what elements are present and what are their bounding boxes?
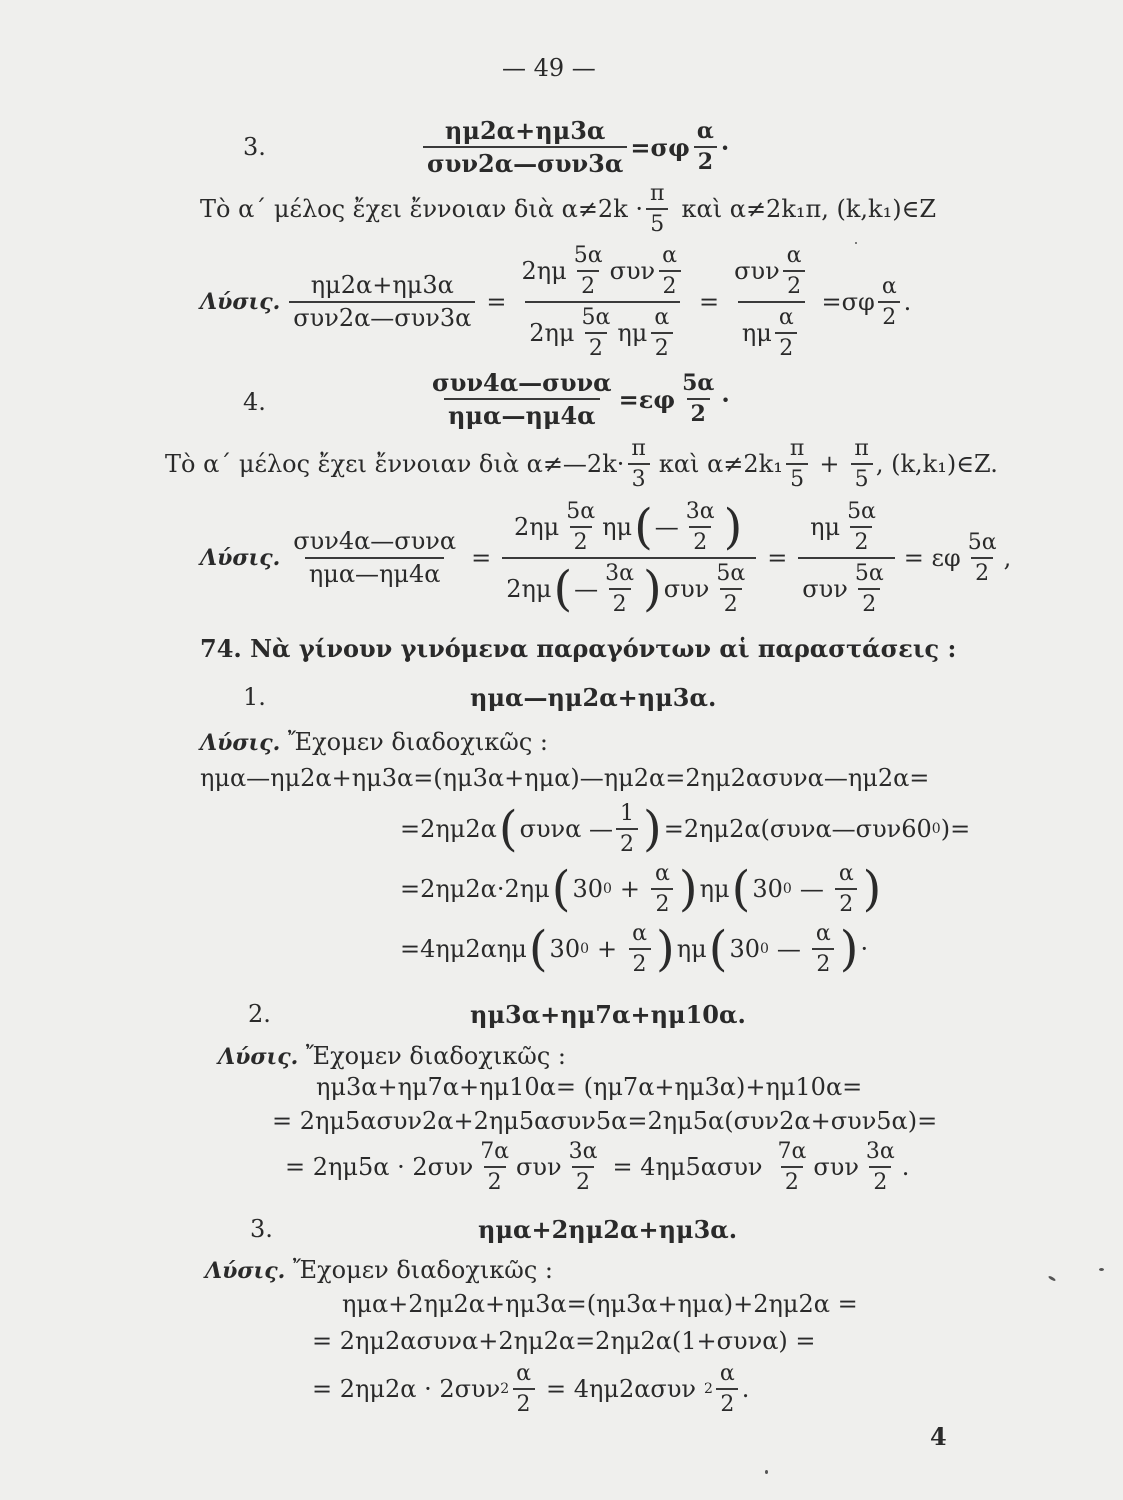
denominator: ημα—ημ4α	[444, 398, 600, 428]
paren: )	[839, 921, 859, 978]
text: ημ	[617, 318, 648, 347]
denominator: 2	[716, 1388, 738, 1416]
numerator: 5α	[581, 305, 611, 331]
solution-label: Λύσις.	[200, 730, 281, 756]
numerator: 7α	[480, 1139, 510, 1164]
numerator	[517, 244, 688, 301]
denominator: συν2α—συν3α	[289, 301, 475, 331]
numerator: α	[719, 1361, 735, 1386]
paren: (	[528, 921, 548, 978]
solution-middle-fraction	[502, 500, 756, 616]
denominator: 2	[835, 888, 857, 916]
numerator: 5α	[847, 499, 876, 524]
paren: )	[642, 801, 662, 858]
text: 30	[549, 935, 581, 964]
solution-lhs-fraction	[289, 273, 475, 331]
text: = 2ημ5α · 2συν	[285, 1153, 474, 1182]
denominator: 2	[570, 526, 592, 554]
denominator: 2	[609, 588, 631, 616]
denominator: 2	[687, 398, 710, 426]
denominator	[525, 301, 680, 360]
text: ημ	[810, 512, 841, 541]
part-2-line-2: = 2ημ5ασυν2α+2ημ5ασυν5α=2ημ5α(συν2α+συν5α)=	[272, 1107, 938, 1135]
denominator: 2	[513, 1388, 535, 1416]
denominator	[798, 557, 894, 616]
paren: )	[723, 499, 743, 556]
dot: ·	[721, 384, 730, 414]
numerator: 3α	[865, 1139, 895, 1164]
numerator: α	[632, 921, 647, 946]
minus: —	[776, 935, 801, 964]
item-3-solution	[200, 244, 911, 360]
equals: =	[698, 288, 720, 317]
numerator: 5α	[716, 561, 746, 587]
text: 2ημ	[529, 318, 575, 347]
denominator: 2	[689, 526, 711, 554]
exercise-74-heading: 74. Νὰ γίνουν γινόμενα παραγόντων αἱ παραστάσεις :	[200, 634, 957, 663]
numerator: συν4α—συνα	[432, 368, 612, 397]
part-2-line-3	[285, 1140, 909, 1194]
denominator: 2	[850, 526, 872, 554]
numerator: 5α	[682, 370, 715, 397]
numerator: α	[838, 861, 854, 886]
part-1-line-2: =2ημ2α ( συνα — $\frac{1}{2}$ ) =2ημ2α(συνα—συν60 0 )=	[400, 801, 971, 858]
denominator: 5	[646, 208, 668, 236]
denominator: 2	[783, 270, 805, 298]
text: = 4ημ2ασυν	[545, 1375, 696, 1404]
denominator: 2	[694, 146, 717, 174]
item-4-lhs-fraction	[428, 368, 616, 431]
intro-text: Ἔχομεν διαδοχικῶς :	[287, 728, 548, 756]
paren: (	[634, 499, 653, 556]
condition-text-2: καὶ α≠2k₁π, (k,k₁)∈Z	[681, 195, 937, 224]
dot: ·	[720, 132, 730, 162]
part-1-label: 1.	[243, 683, 266, 711]
part-3-expression: ημα+2ημ2α+ημ3α.	[478, 1215, 738, 1244]
part-1-line-1: ημα—ημ2α+ημ3α=(ημ3α+ημα)—ημ2α=2ημ2ασυνα—ημ2α=	[200, 764, 930, 792]
numerator: α	[516, 1361, 531, 1386]
text: συν	[734, 256, 780, 285]
text: =2ημ2α(συνα—συν60	[663, 815, 932, 844]
denominator: 2	[971, 557, 993, 585]
text: ημ	[741, 318, 772, 347]
comma: ,	[1003, 544, 1012, 573]
paren: (	[551, 861, 571, 918]
equals: =	[471, 544, 492, 573]
part-2-expression: ημ3α+ημ7α+ημ10α.	[470, 1000, 746, 1029]
numerator: 5α	[566, 499, 596, 524]
denominator: 2	[720, 588, 742, 616]
denominator: 2	[869, 1166, 891, 1194]
text: 2ημ	[513, 512, 560, 541]
numerator: 1	[619, 801, 634, 826]
part-3-line-2: = 2ημ2ασυνα+2ημ2α=2ημ2α(1+συνα) =	[312, 1327, 816, 1355]
dot: .	[741, 1375, 750, 1404]
numerator: π	[789, 436, 805, 461]
item-4-label: 4.	[243, 388, 266, 416]
part-1-line-4: =4ημ2αημ ( 30 0 + $\frac{\alpha}{2}$ ) ημ ( 30 0 — $\frac{\alpha}{2}$ ) ·	[400, 921, 869, 978]
text: 2ημ	[506, 574, 552, 603]
numerator: α	[881, 274, 897, 300]
numerator: α	[654, 305, 670, 331]
solution-label: Λύσις.	[218, 1044, 299, 1070]
part-1-solution-intro	[200, 728, 548, 756]
numerator: 3α	[605, 561, 635, 587]
text: 30	[572, 875, 603, 904]
dot: .	[901, 1153, 910, 1182]
pi-over-5	[786, 437, 808, 491]
numerator: ημ2α+ημ3α	[310, 271, 454, 299]
item-3-lhs-fraction	[423, 116, 627, 179]
denominator: 2	[812, 948, 834, 976]
numerator: α	[696, 118, 714, 145]
item-3-label: 3.	[243, 133, 266, 161]
item-4-identity	[425, 368, 730, 431]
numerator: α	[786, 243, 802, 268]
plus: +	[819, 450, 840, 479]
item-4-solution	[200, 500, 1011, 616]
condition-text-2: καὶ α≠2k₁	[658, 450, 783, 479]
numerator	[730, 244, 812, 301]
denominator: συν2α—συν3α	[423, 146, 627, 176]
numerator: π	[631, 436, 646, 461]
denominator: 5	[786, 463, 808, 491]
text: )=	[940, 815, 971, 844]
numerator: π	[650, 181, 665, 206]
pi-over-5-b	[850, 437, 872, 491]
numerator: 5α	[573, 243, 603, 268]
intro-text: Ἔχομεν διαδοχικῶς :	[305, 1042, 566, 1070]
paren: )	[643, 561, 662, 618]
paren: )	[678, 861, 698, 918]
numerator: 5α	[967, 530, 997, 556]
part-2-line-1: ημ3α+ημ7α+ημ10α= (ημ7α+ημ3α)+ημ10α=	[316, 1073, 863, 1101]
solution-label: Λύσις.	[200, 545, 281, 572]
scan-speck	[1048, 1275, 1056, 1282]
text: συν	[609, 256, 656, 285]
pi-over-3	[627, 437, 649, 491]
denominator: 2	[858, 588, 880, 616]
denominator: 5	[851, 463, 873, 491]
paren: (	[731, 861, 751, 918]
text: συν	[802, 574, 848, 603]
paren: (	[498, 801, 518, 858]
condition-text: Τὸ α΄ μέλος ἔχει ἔννοιαν διὰ α≠—2k·	[165, 450, 625, 479]
denominator: 2	[484, 1166, 506, 1194]
denominator: 3	[628, 463, 650, 491]
final-fraction	[878, 275, 901, 329]
text: συν	[516, 1153, 562, 1182]
numerator: συν4α—συνα	[293, 527, 457, 555]
numerator: ημ2α+ημ3α	[444, 116, 606, 145]
solution-label: Λύσις.	[205, 1258, 286, 1284]
text: συν	[663, 574, 710, 603]
page-number: — 49 —	[502, 54, 596, 82]
text: =2ημ2α	[400, 815, 497, 844]
scan-speck	[1099, 1268, 1104, 1271]
condition-text-3: , (k,k₁)∈Z.	[875, 450, 998, 479]
part-2-solution-intro	[218, 1042, 566, 1070]
text: ημ	[699, 875, 730, 904]
item-3-rhs-fraction	[693, 120, 718, 174]
minus: —	[574, 574, 599, 603]
numerator: α	[662, 243, 677, 268]
part-3-line-3: = 2ημ2α · 2συν 2 $\frac{\alpha}{2}$ = 4ημ2ασυν 2 $\frac{\alpha}{2}$ .	[312, 1361, 750, 1418]
pi-over-5	[646, 182, 668, 236]
text: = 4ημ5ασυν	[612, 1153, 763, 1182]
numerator: α	[778, 305, 794, 331]
paren: (	[708, 921, 728, 978]
denominator: 2	[651, 332, 673, 360]
part-1-line-3: =2ημ2α·2ημ ( 30 0 + $\frac{\alpha}{2}$ ) ημ ( 30 0 — $\frac{\alpha}{2}$ )	[400, 861, 882, 918]
dot: ·	[860, 935, 869, 964]
numerator: 7α	[777, 1139, 807, 1164]
denominator: 2	[781, 1166, 803, 1194]
item-4-condition	[165, 437, 998, 491]
item-4-rhs-fraction	[678, 372, 718, 426]
denominator: 2	[616, 828, 638, 856]
solution-right-fraction	[730, 244, 812, 360]
equals-tan: =εφ	[618, 384, 676, 414]
denominator: 2	[585, 332, 607, 360]
minus: —	[799, 875, 824, 904]
denominator: 2	[659, 270, 681, 298]
minus: —	[654, 512, 679, 541]
intro-text: Ἔχομεν διαδοχικῶς :	[292, 1256, 553, 1284]
equals-cot: =σφ	[821, 288, 875, 317]
part-3-line-1: ημα+2ημ2α+ημ3α=(ημ3α+ημα)+2ημ2α =	[342, 1290, 858, 1318]
denominator: 2	[651, 888, 673, 916]
denominator: ημα—ημ4α	[305, 557, 445, 587]
solution-middle-fraction	[517, 244, 688, 360]
equals: =	[767, 544, 788, 573]
text: = 2ημ2α · 2συν	[312, 1375, 501, 1404]
numerator: 5α	[854, 561, 884, 587]
text: ημ	[676, 935, 707, 964]
denominator: 2	[572, 1166, 594, 1194]
text: ημ	[602, 512, 633, 541]
denominator	[502, 557, 756, 616]
part-3-solution-intro	[205, 1256, 553, 1284]
dot: .	[903, 288, 912, 317]
plus: +	[597, 935, 618, 964]
equals: =	[486, 288, 507, 317]
numerator: 3α	[568, 1139, 598, 1164]
denominator: 2	[775, 332, 797, 360]
part-2-label: 2.	[248, 1000, 271, 1028]
denominator: 2	[629, 948, 651, 976]
scan-speck	[765, 1470, 768, 1474]
denominator	[738, 301, 805, 360]
text: συνα —	[519, 815, 613, 844]
final-fraction	[964, 531, 1001, 585]
item-3-condition	[200, 182, 936, 236]
numerator	[806, 500, 887, 557]
text: =4ημ2αημ	[400, 935, 527, 964]
solution-right-fraction	[798, 500, 894, 616]
numerator: π	[854, 436, 869, 461]
numerator: α	[815, 921, 831, 946]
item-3-identity	[420, 116, 730, 179]
denominator: 2	[577, 270, 599, 298]
numerator: 3α	[685, 499, 715, 524]
part-3-label: 3.	[250, 1215, 273, 1243]
solution-lhs-fraction	[289, 529, 460, 587]
paren: )	[862, 861, 882, 918]
plus: +	[619, 875, 641, 904]
numerator	[510, 500, 748, 557]
part-1-expression: ημα—ημ2α+ημ3α.	[470, 683, 717, 712]
text: 30	[752, 875, 783, 904]
signature-mark: 4	[930, 1422, 947, 1451]
paren: (	[553, 561, 573, 618]
equals-tan: = εφ	[903, 544, 961, 573]
text: συν	[813, 1153, 859, 1182]
solution-label: Λύσις.	[200, 289, 281, 316]
text: 2ημ	[521, 256, 567, 285]
denominator: 2	[878, 301, 900, 329]
text: 30	[729, 935, 760, 964]
equals-cot: =σφ	[630, 132, 690, 162]
numerator: α	[655, 861, 670, 886]
text: =2ημ2α·2ημ	[400, 875, 550, 904]
condition-text: Τὸ α΄ μέλος ἔχει ἔννοιαν διὰ α≠2k ·	[200, 195, 644, 224]
scan-speck	[855, 242, 857, 244]
paren: )	[655, 921, 675, 978]
